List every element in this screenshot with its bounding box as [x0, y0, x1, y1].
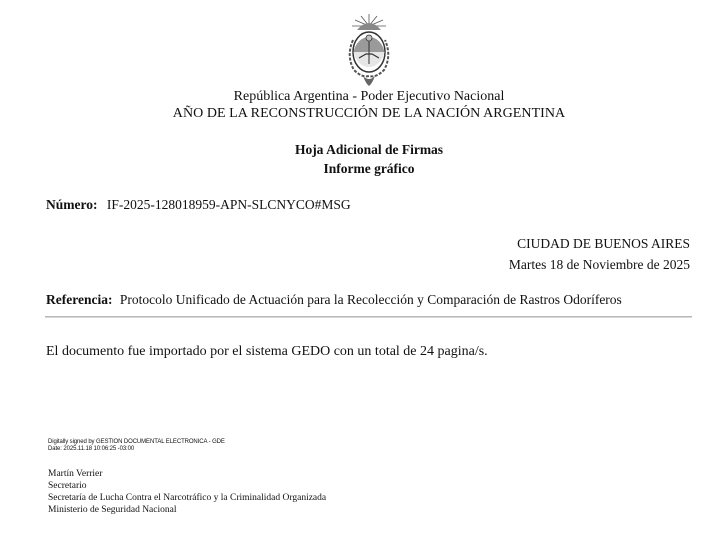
header-year-motto: AÑO DE LA RECONSTRUCCIÓN DE LA NACIÓN ARGENTINA: [172, 106, 566, 121]
digital-signature-signed-by: Digitally signed by GESTION DOCUMENTAL ELECTRONICA - GDE: [48, 439, 225, 445]
document-subtitle: Informe gráfico: [323, 161, 415, 176]
body-text: El documento fue importado por el sistema GEDO con un total de 24 pagina/s.: [46, 344, 488, 359]
signer-ministry: Ministerio de Seguridad Nacional: [48, 505, 177, 515]
document-number-label: Número:: [46, 197, 98, 212]
document-number-value: IF-2025-128018959-APN-SLCNYCO#MSG: [106, 197, 351, 212]
divider: [45, 316, 692, 318]
document-title: Hoja Adicional de Firmas: [294, 142, 444, 157]
signer-name: Martín Verrier: [48, 469, 103, 479]
document-number: [46, 197, 351, 213]
date: Martes 18 de Noviembre de 2025: [508, 257, 690, 272]
reference-label: Referencia:: [46, 292, 113, 307]
reference: [46, 292, 622, 308]
signer-position: Secretario: [48, 481, 87, 491]
reference-value: Protocolo Unificado de Actuación para la Recolección y Comparación de Rastros Odoríferos: [119, 292, 622, 307]
signer-office: Secretaría de Lucha Contra el Narcotráfico y la Criminalidad Organizada: [48, 493, 327, 503]
coat-of-arms-icon: [344, 12, 394, 88]
place: CIUDAD DE BUENOS AIRES: [517, 236, 690, 251]
digital-signature-date: Date: 2025.11.18 10:06:25 -03:00: [48, 446, 135, 452]
header-republic: República Argentina - Poder Ejecutivo Nacional: [233, 89, 505, 104]
